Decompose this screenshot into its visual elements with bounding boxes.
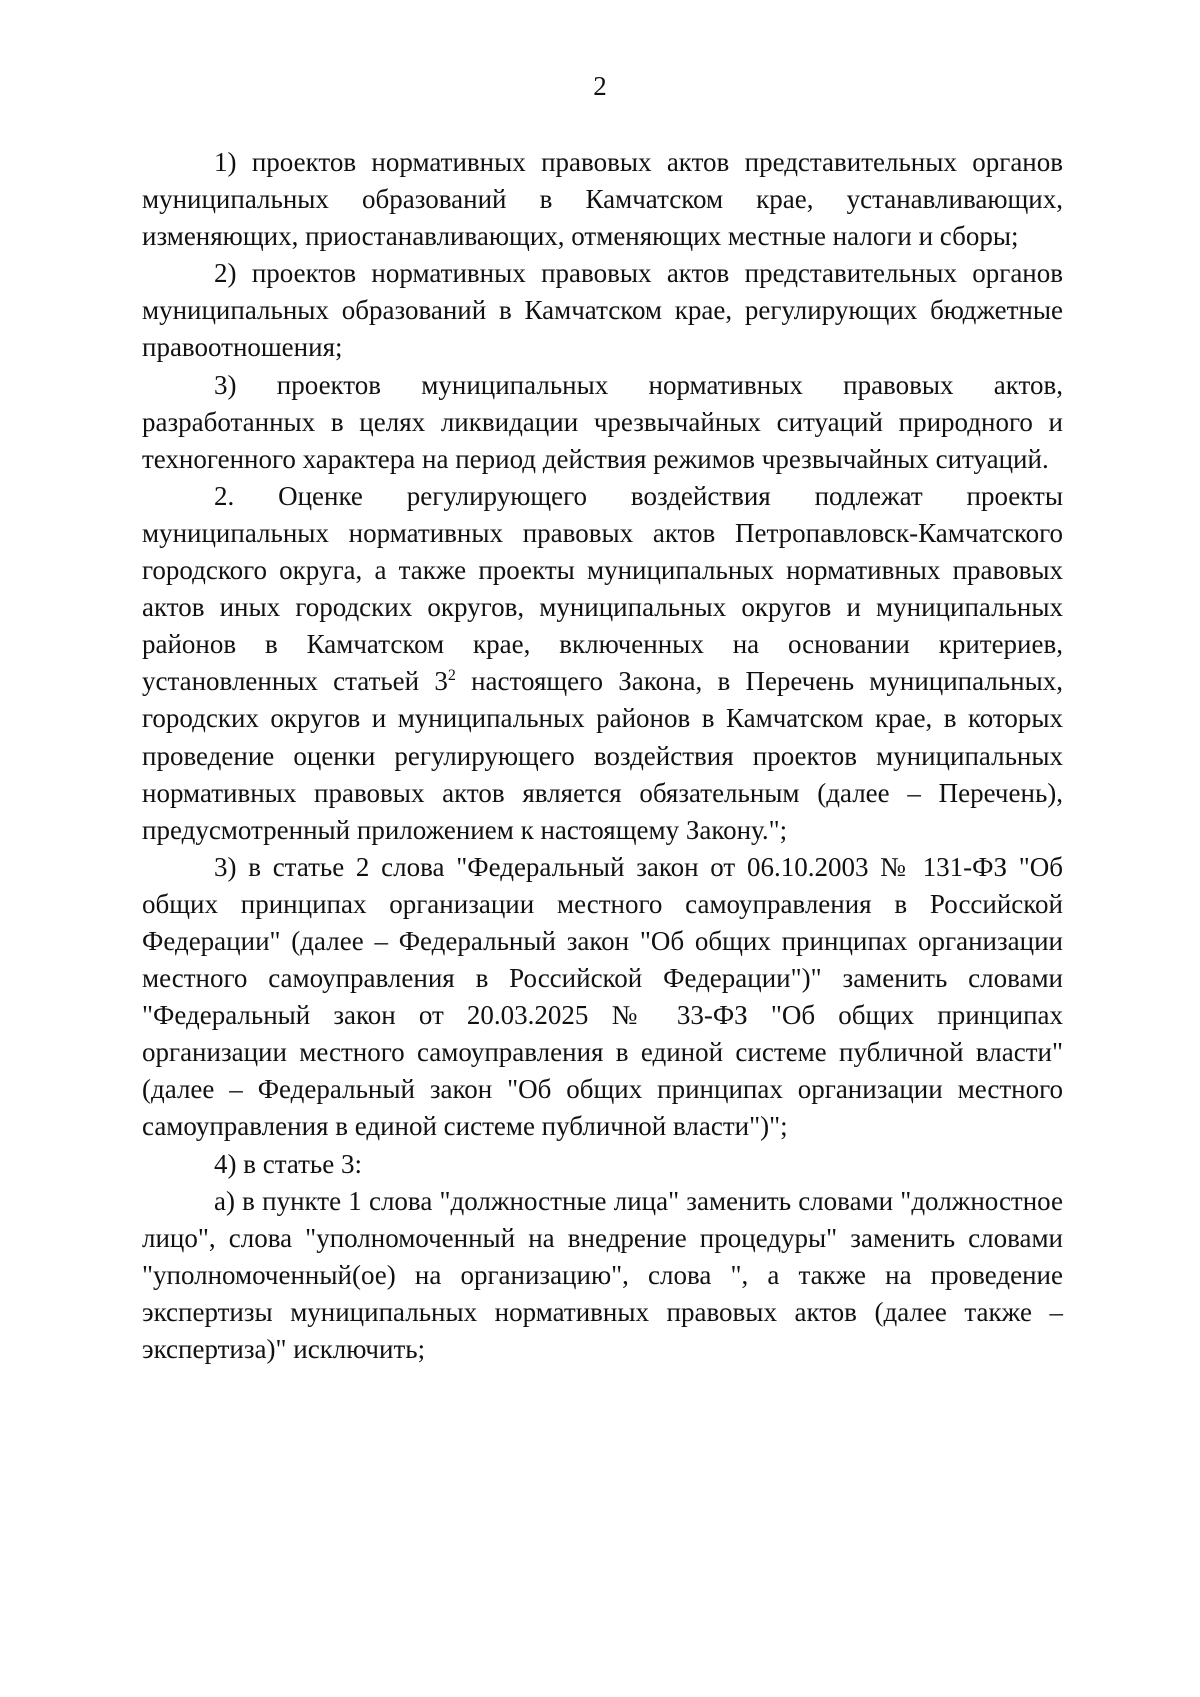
clause-2-regulatory-assessment (142, 478, 1063, 849)
page-number: 2 (593, 71, 607, 101)
subitem-a-point-1: а) в пункте 1 слова "должностные лица" заменить словами "должностное лицо", слова "уполномоченный на внедрение процедуры" заменить словами "уполномоченный(ое) на организацию", слова ", а также на проведение экспертизы муниципальных нормативных правовых актов (далее также – экспертиза)" исключить; (142, 1185, 1063, 1364)
amendment-3-article-2: 3) в статье 2 слова "Федеральный закон от 06.10.2003 № 131-ФЗ "Об общих принципах организации местного самоуправления в Российской Федерации" (далее – Федеральный закон "Об общих принципах организации местного самоуправления в Российской Федерации")" заменить словами "Федеральный закон от 20.03.2025 № 33-ФЗ "Об общих принципах организации местного самоуправления в единой системе публичной власти" (далее – Федеральный закон "Об общих принципах организации местного самоуправления в единой системе публичной власти")"; (142, 851, 1063, 1142)
clause-2-text-after: настоящего Закона, в Перечень муниципальных, городских округов и муниципальных районов в Камчатском крае, в которых проведение оценки регулирующего воздействия проектов муниципальных нормативных правовых актов является обязательным (далее – Перечень), предусмотренный приложением к настоящему Закону."; (142, 666, 1063, 845)
document-body (142, 144, 1063, 1368)
list-item-2-budget-acts: 2) проектов нормативных правовых актов представительных органов муниципальных образований в Камчатском крае, регулирующих бюджетные правоотношения; (142, 258, 1063, 363)
amendment-4-article-3: 4) в статье 3: (214, 1148, 362, 1179)
list-item-3-emergency-acts: 3) проектов муниципальных нормативных правовых актов, разработанных в целях ликвидации чрезвычайных ситуаций природного и техногенного характера на период действия режимов чрезвычайных ситуаций. (142, 369, 1063, 474)
list-item-1-tax-acts: 1) проектов нормативных правовых актов представительных органов муниципальных образований в Камчатском крае, устанавливающих, изменяющих, приостанавливающих, отменяющих местные налоги и сборы; (142, 147, 1063, 252)
clause-2-text-before: 2. Оценке регулирующего воздействия подлежат проекты муниципальных нормативных правовых актов Петропавловск-Камчатского городского округа, а также проекты муниципальных нормативных правовых актов иных городских округов, муниципальных округов и муниципальных районов в Камчатском крае, включенных на основании критериев, установленных статьей 3 (142, 480, 1063, 697)
article-superscript: 2 (447, 667, 456, 685)
